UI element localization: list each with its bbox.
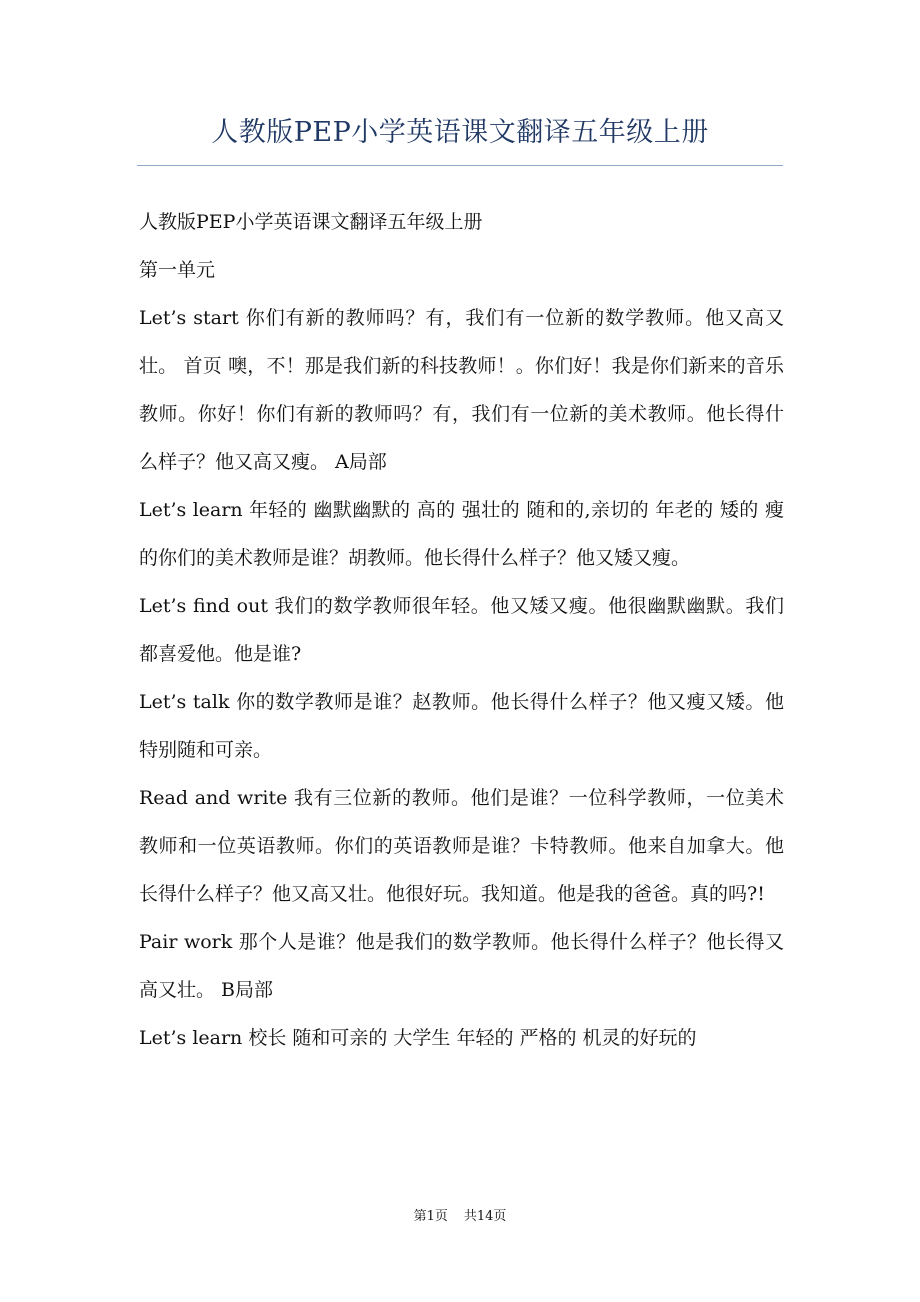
paragraph-unit: 第一单元 (139, 259, 216, 281)
paragraph-lets-learn-a: Let’s learn 年轻的 幽默幽默的 高的 强壮的 随和的,亲切的 年老的 矮的 瘦的你们的美术教师是谁？胡教师。他长得什么样子？他又矮又瘦。 (139, 499, 784, 569)
paragraph-lets-find-out: Let’s find out 我们的数学教师很年轻。他又矮又瘦。他很幽默幽默。我们都喜爱他。他是谁? (139, 595, 784, 665)
document-body (139, 198, 784, 1062)
title-divider (137, 165, 783, 166)
paragraph-heading: 人教版PEP小学英语课文翻译五年级上册 (139, 211, 483, 233)
paragraph-read-and-write: Read and write 我有三位新的教师。他们是谁？一位科学教师，一位美术教师和一位英语教师。你们的英语教师是谁？卡特教师。他来自加拿大。他长得什么样子？他又高又壮。他很好玩。我知道。他是我的爸爸。真的吗?! (139, 787, 784, 905)
page-number: 第1页 (413, 1209, 448, 1224)
page-footer (0, 1205, 920, 1224)
document-title: 人教版PEP小学英语课文翻译五年级上册 (211, 117, 709, 148)
page-total: 共14页 (463, 1209, 507, 1224)
paragraph-lets-start: Let’s start 你们有新的教师吗？有，我们有一位新的数学教师。他又高又壮。 首页 噢，不！那是我们新的科技教师！。你们好！我是你们新来的音乐教师。你好！你们有新的教师吗？有，我们有一位新的美术教师。他长得什么样子？他又高又瘦。 A局部 (139, 307, 784, 473)
paragraph-lets-talk: Let’s talk 你的数学教师是谁？赵教师。他长得什么样子？他又瘦又矮。他特别随和可亲。 (139, 691, 784, 761)
paragraph-pair-work: Pair work 那个人是谁？他是我们的数学教师。他长得什么样子？他长得又高又壮。 B局部 (139, 931, 784, 1001)
paragraph-lets-learn-b: Let’s learn 校长 随和可亲的 大学生 年轻的 严格的 机灵的好玩的 (139, 1027, 697, 1049)
